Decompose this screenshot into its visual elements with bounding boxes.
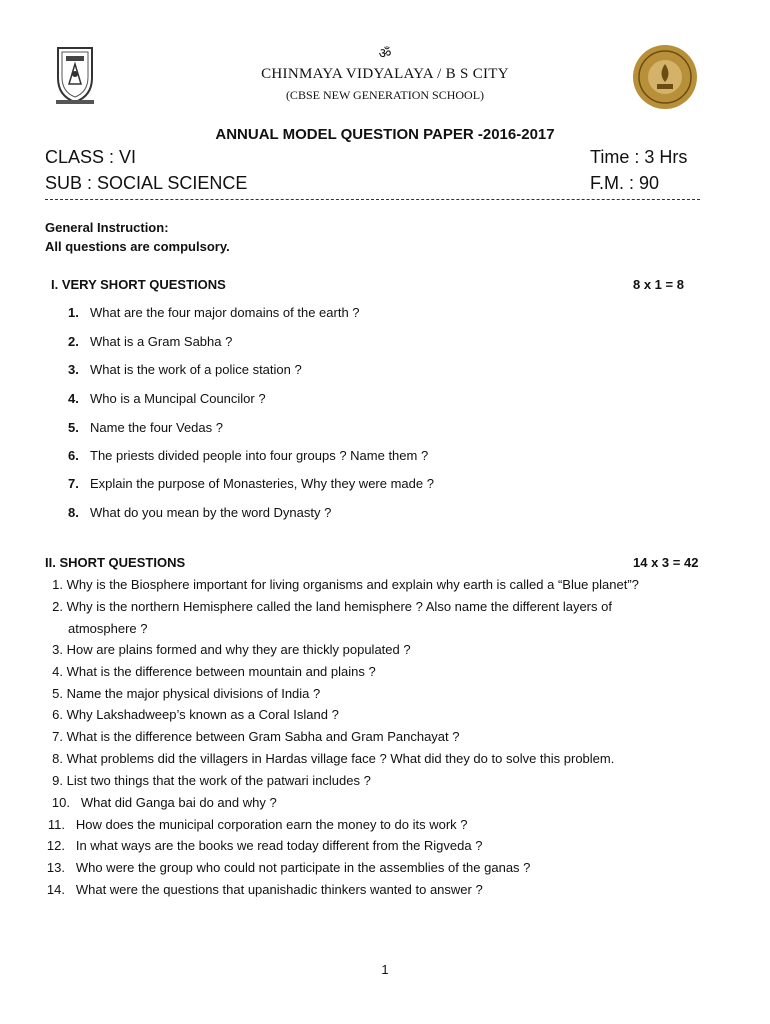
question-item — [50, 751, 614, 766]
question-text: How are plains formed and why they are thickly populated ? — [66, 642, 411, 657]
question-item — [68, 448, 428, 463]
question-number: 2. — [68, 334, 79, 349]
question-text: What is the work of a police station ? — [90, 362, 302, 377]
time-label: Time : 3 Hrs — [590, 147, 688, 167]
section2-marks: 14 x 3 = 42 — [633, 555, 699, 570]
question-number: 11. — [47, 817, 65, 832]
question-number: 7. — [68, 476, 79, 491]
question-number: 8. — [68, 505, 79, 520]
question-number: 7. — [52, 729, 63, 744]
question-item — [50, 642, 411, 657]
question-item — [50, 664, 376, 679]
question-text: What is the difference between mountain and plains ? — [66, 664, 376, 679]
question-number: 4. — [68, 391, 79, 406]
instruction-text: All questions are compulsory. — [45, 239, 230, 254]
question-text: What were the questions that upanishadic thinkers wanted to answer ? — [75, 882, 483, 897]
question-text: Why is the northern Hemisphere called the land hemisphere ? Also name the different layers of — [66, 599, 612, 614]
question-item — [50, 599, 612, 614]
question-text: Explain the purpose of Monasteries, Why they were made ? — [90, 476, 434, 491]
subject-label: SUB : SOCIAL SCIENCE — [45, 173, 248, 193]
question-item — [45, 882, 483, 897]
question-number: 5. — [52, 686, 63, 701]
question-text: Why Lakshadweep’s known as a Coral Island ? — [66, 707, 339, 722]
question-text: What is the difference between Gram Sabha and Gram Panchayat ? — [66, 729, 460, 744]
instruction-heading: General Instruction: — [45, 220, 169, 235]
question-number: 13. — [46, 860, 65, 875]
question-number: 1. — [52, 577, 63, 592]
question-number: 9. — [52, 773, 63, 788]
question-text: Name the four Vedas ? — [90, 420, 223, 435]
question-number: 5. — [68, 420, 79, 435]
centenary-seal-icon — [632, 44, 698, 110]
class-label: CLASS : VI — [45, 147, 137, 167]
question-text: How does the municipal corporation earn the money to do its work ? — [75, 817, 468, 832]
section1-marks: 8 x 1 = 8 — [633, 277, 684, 292]
question-text: Why is the Biosphere important for living organisms and explain why earth is called a “Blue planet”? — [66, 577, 639, 592]
question-text: Who were the group who could not participate in the assemblies of the ganas ? — [75, 860, 531, 875]
section2-title: II. SHORT QUESTIONS — [45, 555, 186, 570]
question-continuation — [68, 621, 148, 636]
question-number: 1. — [68, 305, 79, 320]
question-item — [45, 817, 468, 832]
question-number: 3. — [68, 362, 79, 377]
question-number: 6. — [52, 707, 63, 722]
section1-title: I. VERY SHORT QUESTIONS — [51, 277, 226, 292]
question-item — [50, 577, 639, 592]
question-text: The priests divided people into four groups ? Name them ? — [90, 448, 429, 463]
question-text: In what ways are the books we read today different from the Rigveda ? — [75, 838, 483, 853]
question-item — [68, 391, 266, 406]
question-text: What are the four major domains of the earth ? — [90, 305, 360, 320]
question-item — [50, 729, 460, 744]
school-name: CHINMAYA VIDYALAYA / B S CITY — [261, 66, 509, 82]
question-number: 14. — [46, 882, 65, 897]
question-item — [50, 795, 277, 810]
question-item — [50, 707, 339, 722]
paper-title: ANNUAL MODEL QUESTION PAPER -2016-2017 — [215, 126, 555, 143]
question-item — [68, 476, 434, 491]
question-item — [45, 838, 482, 853]
question-item — [68, 505, 331, 520]
question-text: What is a Gram Sabha ? — [90, 334, 233, 349]
question-text: What did Ganga bai do and why ? — [80, 795, 277, 810]
om-symbol: ॐ — [378, 47, 392, 62]
page-number: 1 — [381, 962, 389, 977]
question-text: Name the major physical divisions of India ? — [66, 686, 321, 701]
question-text: atmosphere ? — [68, 621, 148, 636]
dashed-divider — [45, 199, 700, 200]
question-item — [68, 305, 360, 320]
question-number: 12. — [46, 838, 65, 853]
full-marks-label: F.M. : 90 — [590, 173, 660, 193]
question-number: 3. — [52, 642, 63, 657]
question-text: What do you mean by the word Dynasty ? — [90, 505, 332, 520]
question-number: 2. — [52, 599, 63, 614]
question-text: Who is a Muncipal Councilor ? — [90, 391, 266, 406]
question-item — [50, 773, 371, 788]
question-item — [68, 420, 223, 435]
question-item — [50, 686, 320, 701]
question-item — [45, 860, 530, 875]
question-number: 10. — [51, 795, 70, 810]
question-item — [68, 362, 302, 377]
question-text: What problems did the villagers in Hardas village face ? What did they do to solve this problem. — [66, 751, 615, 766]
school-type: (CBSE NEW GENERATION SCHOOL) — [285, 88, 485, 102]
question-text: List two things that the work of the patwari includes ? — [66, 773, 371, 788]
question-item — [68, 334, 232, 349]
question-number: 4. — [52, 664, 63, 679]
question-number: 8. — [52, 751, 63, 766]
question-number: 6. — [68, 448, 79, 463]
